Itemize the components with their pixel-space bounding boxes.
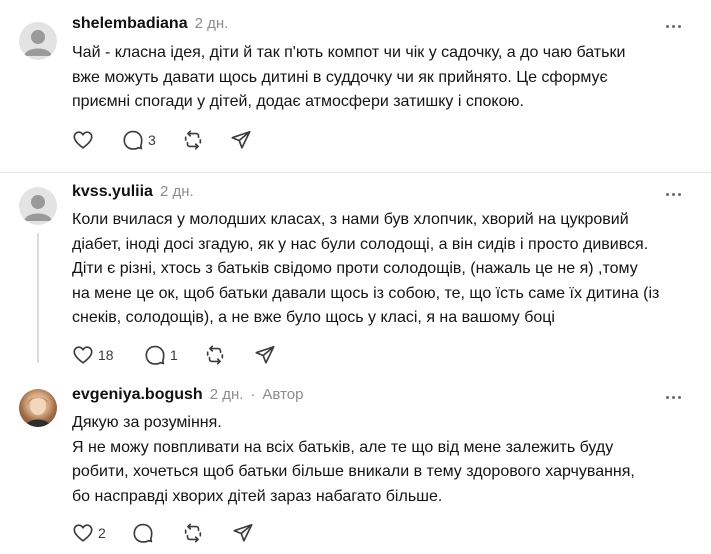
avatar[interactable] xyxy=(19,187,57,225)
heart-icon xyxy=(72,522,94,544)
more-icon[interactable] xyxy=(663,184,683,204)
comment-1 xyxy=(0,0,711,172)
like-button[interactable] xyxy=(72,129,122,151)
heart-icon xyxy=(72,129,94,151)
comment-actions xyxy=(72,343,276,367)
comment-3 xyxy=(0,373,711,554)
share-button[interactable] xyxy=(254,344,276,366)
comment-icon xyxy=(132,522,154,544)
comment-text: Коли вчилася у молодших класах, з нами був хлопчик, хворий на цукровий діабет, іноді досі згадую, як у нас були солодощі, а він сидів і просто дивився. Діти є різні, хтось з батьків свідомо проти солодощів, (нажаль це не я) ,тому на мене це ок, щоб батьки давали щось із собою, те, що їсть саме їх дитина (із снеків, солодощів), а не вже було щось у класі, я на вашому боці xyxy=(72,211,660,326)
comment-text: Дякую за розуміння. Я не можу повпливати на всіх батьків, але те що від мене залежить буду робити, хочеться щоб батьки більше вникали в тему здорового харчування, бо насправді хворих дітей зараз набагато більше. xyxy=(72,414,635,505)
reply-count: 3 xyxy=(148,132,156,148)
comment-text: Чай - класна ідея, діти й так п'ють компот чи чік у садочку, а до чаю батьки вже можуть давати щось дитині в суддочку чи як прийнято. Це сформує приємні спогади у дітей, додає атмосфери затишку і спокою. xyxy=(72,44,626,110)
author-badge: Автор xyxy=(262,386,304,403)
comment-2 xyxy=(0,173,711,373)
heart-icon xyxy=(72,344,94,366)
thread-line xyxy=(37,233,39,363)
timestamp[interactable]: 2 дн. xyxy=(209,386,244,403)
comment-actions xyxy=(72,128,252,152)
more-icon[interactable] xyxy=(663,387,683,407)
username[interactable]: evgeniya.bogush xyxy=(72,386,203,403)
repost-icon xyxy=(204,344,226,366)
like-button[interactable] xyxy=(72,522,132,544)
repost-button[interactable] xyxy=(182,522,232,544)
comment-icon xyxy=(144,344,166,366)
username[interactable]: shelembadiana xyxy=(72,15,188,32)
reply-count: 1 xyxy=(170,347,178,363)
more-icon[interactable] xyxy=(663,16,683,36)
repost-button[interactable] xyxy=(204,344,254,366)
reply-button[interactable] xyxy=(132,522,182,544)
comment-header xyxy=(72,15,228,37)
username[interactable]: kvss.yuliia xyxy=(72,183,153,200)
avatar[interactable] xyxy=(19,22,57,60)
comment-actions xyxy=(72,521,254,545)
reply-button[interactable] xyxy=(122,129,182,151)
timestamp[interactable]: 2 дн. xyxy=(194,15,229,32)
like-count: 2 xyxy=(98,525,106,541)
repost-icon xyxy=(182,522,204,544)
like-count: 18 xyxy=(98,347,114,363)
like-button[interactable] xyxy=(72,344,144,366)
comment-icon xyxy=(122,129,144,151)
repost-button[interactable] xyxy=(182,129,230,151)
separator-dot: · xyxy=(250,386,256,403)
avatar[interactable] xyxy=(19,389,57,427)
share-button[interactable] xyxy=(230,129,252,151)
default-user-icon xyxy=(19,22,57,60)
share-icon xyxy=(232,522,254,544)
share-icon xyxy=(254,344,276,366)
timestamp[interactable]: 2 дн. xyxy=(159,183,194,200)
repost-icon xyxy=(182,129,204,151)
comment-header xyxy=(72,183,194,205)
comment-header xyxy=(72,386,303,408)
reply-button[interactable] xyxy=(144,344,204,366)
share-button[interactable] xyxy=(232,522,254,544)
user-photo xyxy=(19,389,57,427)
share-icon xyxy=(230,129,252,151)
default-user-icon xyxy=(19,187,57,225)
